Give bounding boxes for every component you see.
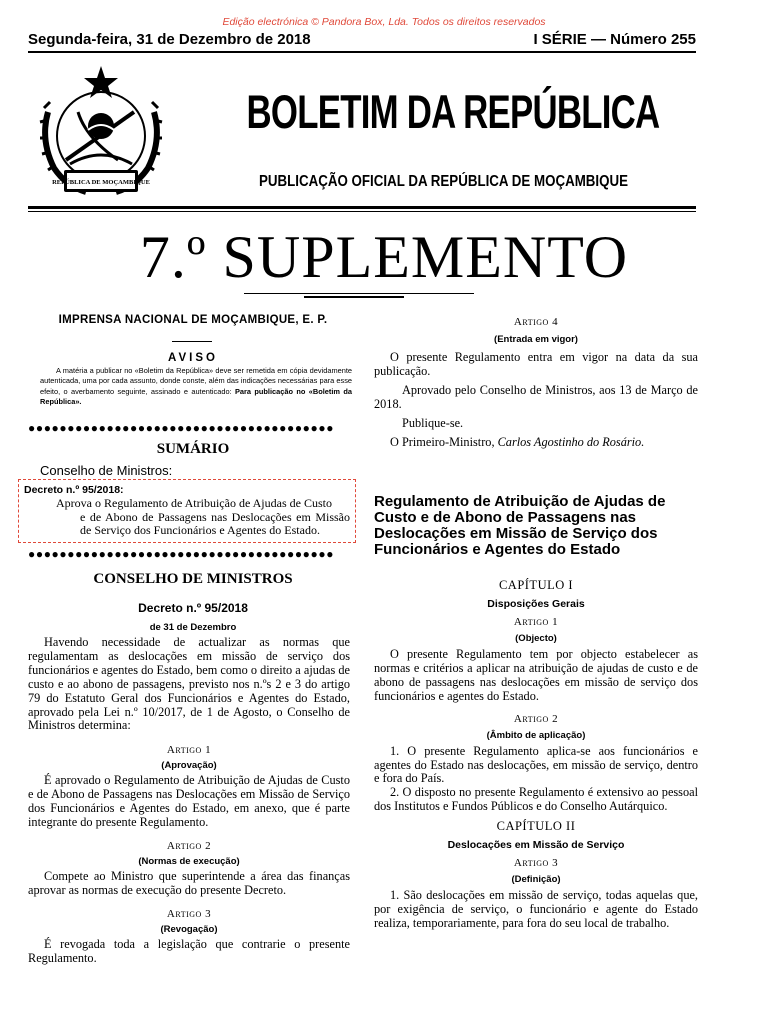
chapter-2-label: CAPÍTULO II — [496, 819, 576, 834]
article-2-title: (Normas de execução) — [138, 855, 240, 867]
masthead-title: BOLETIM DA REPÚBLICA — [246, 85, 660, 138]
divider — [172, 341, 212, 342]
article-3-title: (Revogação) — [160, 923, 218, 935]
approval-text: Aprovado pelo Conselho de Ministros, aos 13 de Março de 2018. — [374, 382, 698, 411]
reg-article-2-text-1: 1. O presente Regulamento aplica-se aos funcionários e agentes do Estado nas deslocações, em missão de serviço, dentro e fora do País. — [374, 743, 698, 786]
article-1-text: É aprovado o Regulamento de Atribuição de Ajudas de Custo e de Abono de Passagens nas Deslocações em Missão de Serviço dos Funcionários e Agentes do Estado, em anexo, que é parte integrante do presente Regulamento. — [28, 773, 350, 830]
sumario-conselho-label: Conselho de Ministros: — [40, 463, 173, 478]
aviso-text — [40, 366, 352, 407]
article-3-text: É revogada toda a legislação que contrarie o presente Regulamento. — [28, 936, 350, 965]
supplement-title: 7.º SUPLEMENTO — [139, 224, 629, 290]
article-1-title: (Aprovação) — [161, 760, 217, 772]
reg-article-1-label: Artigo 1 — [513, 616, 559, 628]
reg-article-3-label: Artigo 3 — [513, 857, 559, 870]
mozambique-emblem-icon — [26, 60, 176, 205]
chapter-1-title: Disposições Gerais — [487, 598, 585, 610]
watermark-text: Edição electrónica © Pandora Box, Lda. Todos os direitos reservados — [222, 16, 546, 28]
publique-text: Publique-se. — [402, 415, 464, 430]
sumario-decreto-ref[interactable]: Decreto n.º 95/2018: — [24, 484, 124, 496]
masthead-rule-thin — [28, 211, 696, 212]
reg-article-1-title: (Objecto) — [515, 633, 557, 644]
issue-series-number: I SÉRIE — Número 255 — [533, 31, 696, 48]
reg-article-1-text: O presente Regulamento tem por objecto estabelecer as normas e critérios a aplicar na atribuição de ajudas de custo e de abono de passagens nas deslocações em missão de serviço dos funcionários e agentes do Estado. — [374, 647, 698, 703]
prime-minister-name: Carlos Agostinho do Rosário. — [497, 434, 645, 449]
chapter-2-title: Deslocações em Missão de Serviço — [447, 839, 625, 852]
decreto-date: de 31 de Dezembro — [149, 622, 237, 633]
masthead-subtitle: PUBLICAÇÃO OFICIAL DA REPÚBLICA DE MOÇAMBIQUE — [258, 173, 629, 190]
right-body — [374, 578, 698, 931]
article-1-label: Artigo 1 — [166, 744, 212, 757]
emblem-label: REPÚBLICA DE MOÇAMBIQUE — [52, 179, 150, 186]
signature-prefix: O Primeiro-Ministro, — [390, 434, 498, 449]
sumario-title: SUMÁRIO — [156, 441, 230, 457]
right-body-top — [374, 316, 698, 449]
supplement-rule-accent — [304, 296, 404, 298]
reg-article-3-title: (Definição) — [511, 874, 561, 886]
regulation-title: Regulamento de Atribuição de Ajudas de Custo e de Abono de Passagens nas Deslocações em Missão de Serviço dos Funcionários e Agentes do Estado — [374, 493, 666, 558]
header-rule — [28, 51, 696, 53]
article-2-label: Artigo 2 — [166, 839, 212, 852]
preamble-text: Havendo necessidade de actualizar as normas que regulamentam as deslocações em missão de serviço dos funcionários e agentes do Estado, bem como o direito a ajudas de custo e ao abono de passagens, previsto nos n.ºs 2 e 3 do artigo 79 do Estatuto Geral dos Funcionários e Agentes do Estado, aprovado pela Lei n.º 10/2017, de 1 de Agosto, o Conselho de Ministros determina: — [28, 635, 350, 733]
imprensa-heading: IMPRENSA NACIONAL DE MOÇAMBIQUE, E. P. — [58, 314, 328, 326]
aviso-bold-instruction: Para publicação no «Boletim da República». — [40, 386, 352, 406]
aviso-body: A matéria a publicar no «Boletim da República» deve ser remetida em cópia devidamente autenticada, uma por cada assunto, donde conste, além das indicações necessárias para esse efeito, o averbamento seguinte, assinado e autenticado: — [40, 366, 352, 396]
issue-date: Segunda-feira, 31 de Dezembro de 2018 — [28, 31, 311, 48]
reg-article-2-text-2: 2. O disposto no presente Regulamento é extensivo ao pessoal dos Institutos e Fundos Públicos e do Conselho Autárquico. — [374, 785, 698, 814]
sumario-desc-line1: Aprova o Regulamento de Atribuição de Ajudas de Custo — [56, 496, 332, 510]
conselho-heading: CONSELHO DE MINISTROS — [93, 571, 293, 587]
sumario-desc-line2: e de Abono de Passagens nas Deslocações em Missão de Serviço dos Funcionários e Agentes do Estado. — [80, 509, 350, 538]
aviso-title: AVISO — [168, 352, 218, 364]
dotted-separator: ●●●●●●●●●●●●●●●●●●●●●●●●●●●●●●●●●●●●●●● — [28, 548, 335, 560]
left-body — [28, 636, 350, 966]
signature-line — [374, 436, 698, 450]
article-4-title: (Entrada em vigor) — [494, 334, 578, 345]
dotted-separator: ●●●●●●●●●●●●●●●●●●●●●●●●●●●●●●●●●●●●●●● — [28, 422, 335, 434]
article-4-text: O presente Regulamento entra em vigor na data da sua publicação. — [374, 350, 698, 378]
article-3-label: Artigo 3 — [166, 907, 212, 920]
decreto-number: Decreto n.º 95/2018 — [138, 601, 248, 615]
article-4-label: Artigo 4 — [513, 316, 559, 328]
sumario-decreto-description — [56, 497, 350, 538]
masthead-rule-thick — [28, 206, 696, 209]
supplement-rule — [244, 293, 474, 294]
article-2-text: Compete ao Ministro que superintende a área das finanças aprovar as normas de execução do presente Decreto. — [28, 868, 350, 897]
reg-article-3-text: 1. São deslocações em missão de serviço, todas aquelas que, por exigência de serviço, o funcionário e agente do Estado realiza, temporariamente, para fora do seu local de trabalho. — [374, 888, 698, 930]
reg-article-2-title: (Âmbito de aplicação) — [486, 729, 586, 741]
reg-article-2-label: Artigo 2 — [513, 712, 559, 725]
chapter-1-label: CAPÍTULO I — [498, 578, 574, 592]
